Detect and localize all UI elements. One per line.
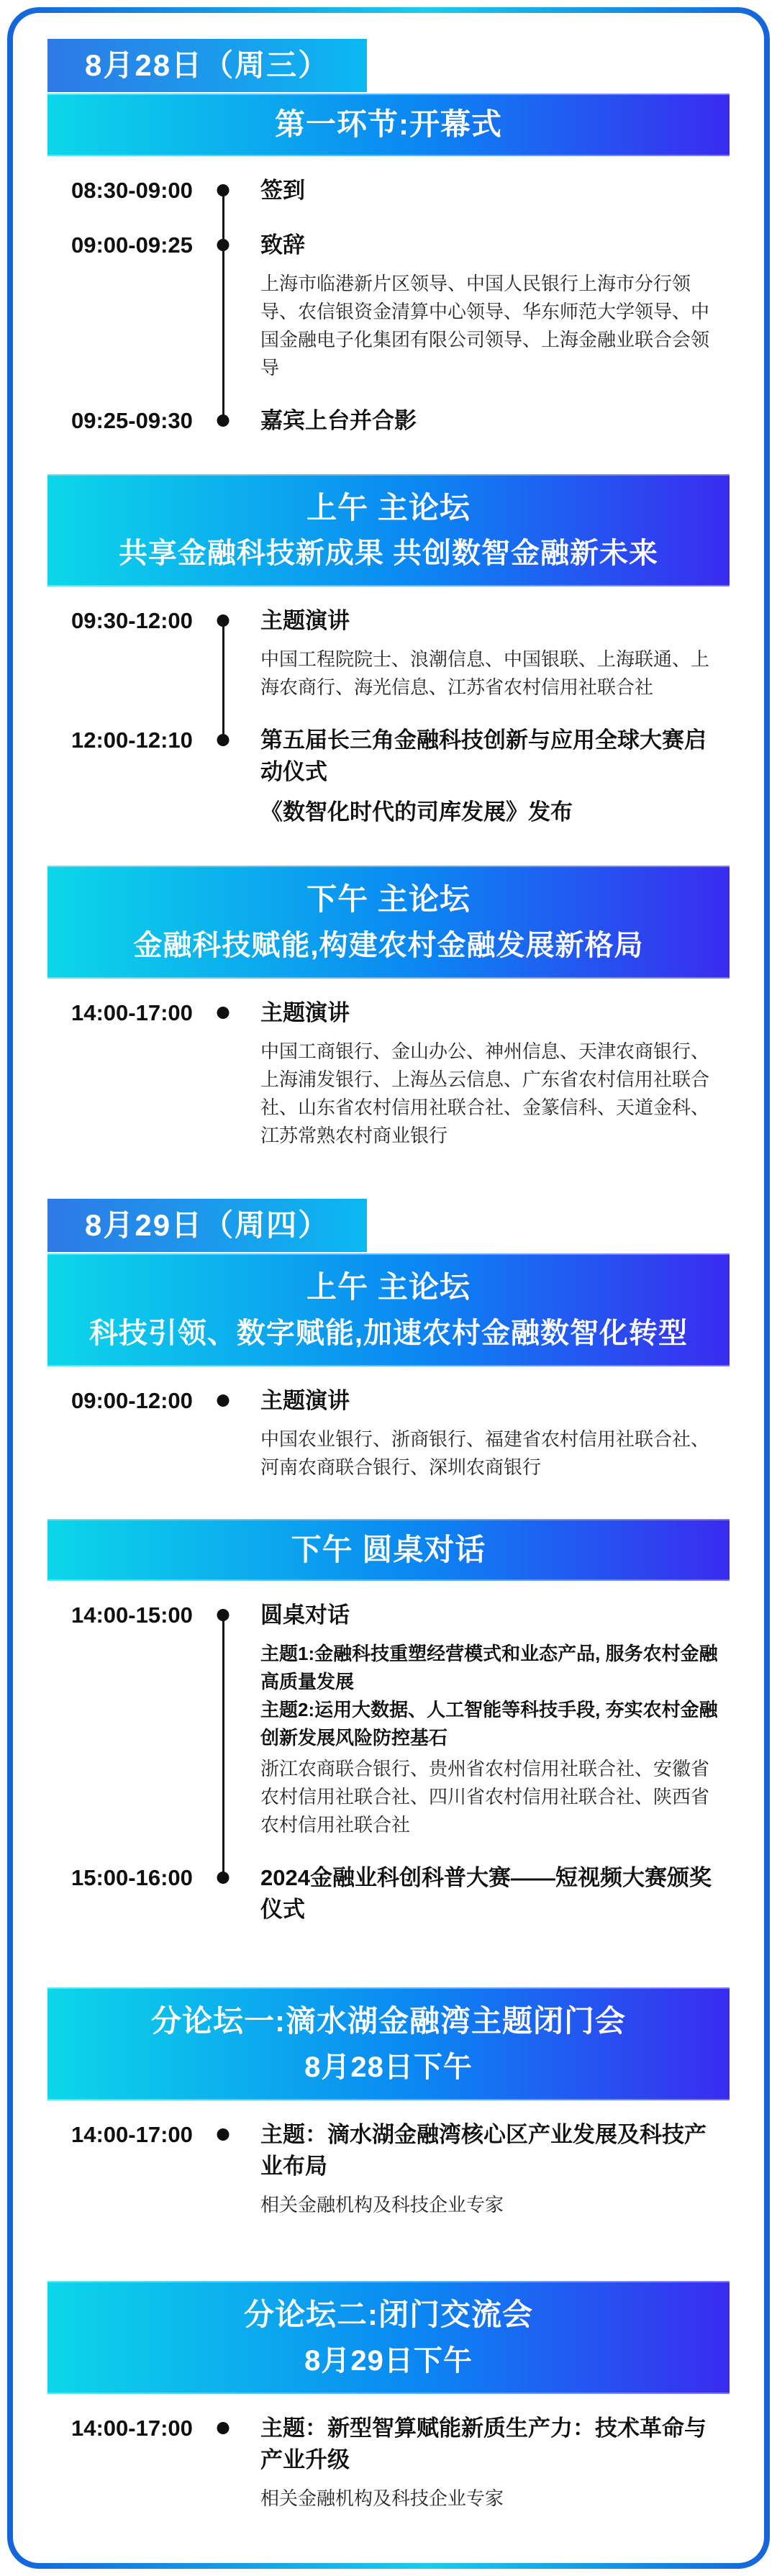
section-day1-morning-forum	[13, 474, 764, 829]
timeline-dot	[217, 2128, 230, 2141]
agenda-card	[13, 13, 764, 2563]
timeline	[13, 175, 764, 437]
timeline-row	[13, 1862, 764, 1926]
section-title: 下午 主论坛	[306, 882, 471, 917]
event-description: 中国农业银行、浙商银行、福建省农村信用社联合社、河南农商联合银行、深圳农商银行	[260, 1428, 710, 1478]
timeline	[13, 997, 764, 1150]
event-content	[242, 997, 719, 1150]
section-day1-afternoon-forum	[13, 866, 764, 1150]
time-label: 09:25-09:30	[71, 407, 193, 433]
section-day1-opening	[13, 39, 764, 437]
timeline-connector	[204, 2413, 242, 2513]
time-label: 14:00-17:00	[71, 2415, 193, 2441]
event-title: 主题演讲	[260, 608, 350, 634]
timeline-connector	[204, 605, 242, 702]
event-title: 主题演讲	[260, 1387, 350, 1413]
timeline-dot	[217, 734, 230, 746]
timeline-row	[13, 230, 764, 382]
time-label: 14:00-17:00	[71, 1000, 193, 1026]
timeline	[13, 1385, 764, 1482]
event-content	[242, 605, 719, 702]
event-title: 主题演讲	[260, 1000, 350, 1026]
section-header-bar	[47, 1987, 730, 2100]
timeline-dot	[217, 184, 230, 196]
event-content	[242, 175, 719, 207]
section-header-bar	[47, 2281, 730, 2394]
section-title: 上午 主论坛	[306, 1270, 471, 1305]
timeline-row	[13, 2119, 764, 2219]
event-title: 签到	[260, 177, 305, 203]
timeline-connector	[204, 1862, 242, 1926]
section-subtitle: 8月29日下午	[304, 2344, 473, 2377]
timeline	[13, 2119, 764, 2219]
event-content	[242, 1600, 719, 1839]
time-label: 14:00-15:00	[71, 1602, 193, 1628]
timeline-connector	[204, 997, 242, 1150]
section-title: 分论坛二:闭门交流会	[244, 2298, 533, 2332]
agenda-card-border	[7, 7, 770, 2569]
timeline-dot	[217, 1609, 230, 1621]
timeline-dot	[217, 1872, 230, 1884]
section-subtitle: 8月28日下午	[304, 2051, 473, 2084]
section-subtitle: 共享金融科技新成果 共创数智金融新未来	[118, 538, 659, 570]
event-description: 浙江农商联合银行、贵州省农村信用社联合社、安徽省农村信用社联合社、四川省农村信用社联合社、陕西省农村信用社联合社	[260, 1758, 710, 1836]
event-topic-2: 主题2:运用大数据、人工智能等科技手段, 夯实农村金融创新发展风险防控基石	[260, 1699, 718, 1749]
time-label: 15:00-16:00	[71, 1865, 193, 1891]
section-header-bar	[47, 1519, 730, 1582]
timeline-row	[13, 605, 764, 702]
event-description: 上海市临港新片区领导、中国人民银行上海市分行领导、农信银资金清算中心领导、华东师范大学领导、中国金融电子化集团有限公司领导、上海金融业联合会领导	[260, 272, 710, 378]
date-badge-day2: 8月29日（周四）	[47, 1199, 367, 1252]
timeline-row	[13, 725, 764, 828]
event-content	[242, 1385, 719, 1482]
event-title: 嘉宾上台并合影	[260, 407, 417, 433]
timeline-dot	[217, 239, 230, 251]
time-label: 08:30-09:00	[71, 177, 193, 203]
section-title: 第一环节:开幕式	[275, 107, 502, 141]
timeline-row	[13, 997, 764, 1150]
section-subtitle: 金融科技赋能,构建农村金融发展新格局	[133, 930, 644, 962]
timeline-dot	[217, 1007, 230, 1019]
timeline-dot	[217, 614, 230, 627]
event-content	[242, 1862, 719, 1926]
timeline	[13, 2413, 764, 2513]
timeline	[13, 605, 764, 828]
event-content	[242, 230, 719, 382]
event-description: 相关金融机构及科技企业专家	[260, 2487, 504, 2509]
section-header-bar	[47, 94, 730, 156]
timeline-dot	[217, 414, 230, 427]
event-content	[242, 2119, 719, 2219]
section-day2-morning-forum	[13, 1199, 764, 1482]
time-label: 14:00-17:00	[71, 2122, 193, 2148]
timeline-connector	[204, 1600, 242, 1839]
timeline-row	[13, 1385, 764, 1482]
event-title-line2: 《数智化时代的司库发展》发布	[260, 799, 573, 825]
event-description: 相关金融机构及科技企业专家	[260, 2194, 504, 2216]
event-topic-1: 主题1:金融科技重塑经营模式和业态产品, 服务农村金融高质量发展	[260, 1643, 718, 1693]
event-title: 第五届长三角金融科技创新与应用全球大赛启动仪式	[260, 727, 706, 785]
timeline-connector	[204, 405, 242, 437]
timeline-connector	[204, 2119, 242, 2219]
timeline-row	[13, 2413, 764, 2513]
event-description: 中国工商银行、金山办公、神州信息、天津农商银行、上海浦发银行、上海丛云信息、广东省农村信用社联合社、山东省农村信用社联合社、金篆信科、天道金科、江苏常熟农村商业银行	[260, 1040, 710, 1147]
section-title: 上午 主论坛	[306, 490, 471, 525]
timeline-row	[13, 175, 764, 207]
event-title: 2024金融业科创科普大赛——短视频大赛颁奖仪式	[260, 1865, 712, 1923]
section-subtitle: 科技引领、数字赋能,加速农村金融数智化转型	[88, 1317, 689, 1349]
timeline-row	[13, 405, 764, 437]
section-title: 下午 圆桌对话	[291, 1532, 486, 1566]
section-header-bar	[47, 866, 730, 979]
event-title: 主题：滴水湖金融湾核心区产业发展及科技产业布局	[260, 2122, 706, 2180]
section-day2-roundtable	[13, 1519, 764, 1926]
event-title: 主题：新型智算赋能新质生产力：技术革命与产业升级	[260, 2415, 706, 2472]
time-label: 09:00-12:00	[71, 1387, 193, 1413]
section-subforum-1	[13, 1987, 764, 2219]
event-title: 圆桌对话	[260, 1602, 350, 1628]
timeline-dot	[217, 2422, 230, 2434]
timeline-connector	[204, 1385, 242, 1482]
event-title: 致辞	[260, 232, 305, 258]
section-header-bar	[47, 1253, 730, 1366]
timeline-connector	[204, 230, 242, 382]
event-description: 中国工程院院士、浪潮信息、中国银联、上海联通、上海农商行、海光信息、江苏省农村信用社联合社	[260, 648, 710, 699]
time-label: 09:30-12:00	[71, 608, 193, 634]
date-badge-day1: 8月28日（周三）	[47, 39, 367, 92]
section-subforum-2	[13, 2281, 764, 2513]
event-content	[242, 2413, 719, 2513]
timeline-dot	[217, 1394, 230, 1407]
event-content	[242, 725, 719, 828]
time-label: 12:00-12:10	[71, 727, 193, 753]
event-topics	[260, 1640, 719, 1752]
event-content	[242, 405, 719, 437]
section-title: 分论坛一:滴水湖金融湾主题闭门会	[151, 2004, 626, 2038]
time-label: 09:00-09:25	[71, 232, 193, 258]
timeline	[13, 1600, 764, 1926]
section-header-bar	[47, 474, 730, 587]
timeline-connector	[204, 725, 242, 828]
timeline-connector	[204, 175, 242, 207]
timeline-row	[13, 1600, 764, 1839]
